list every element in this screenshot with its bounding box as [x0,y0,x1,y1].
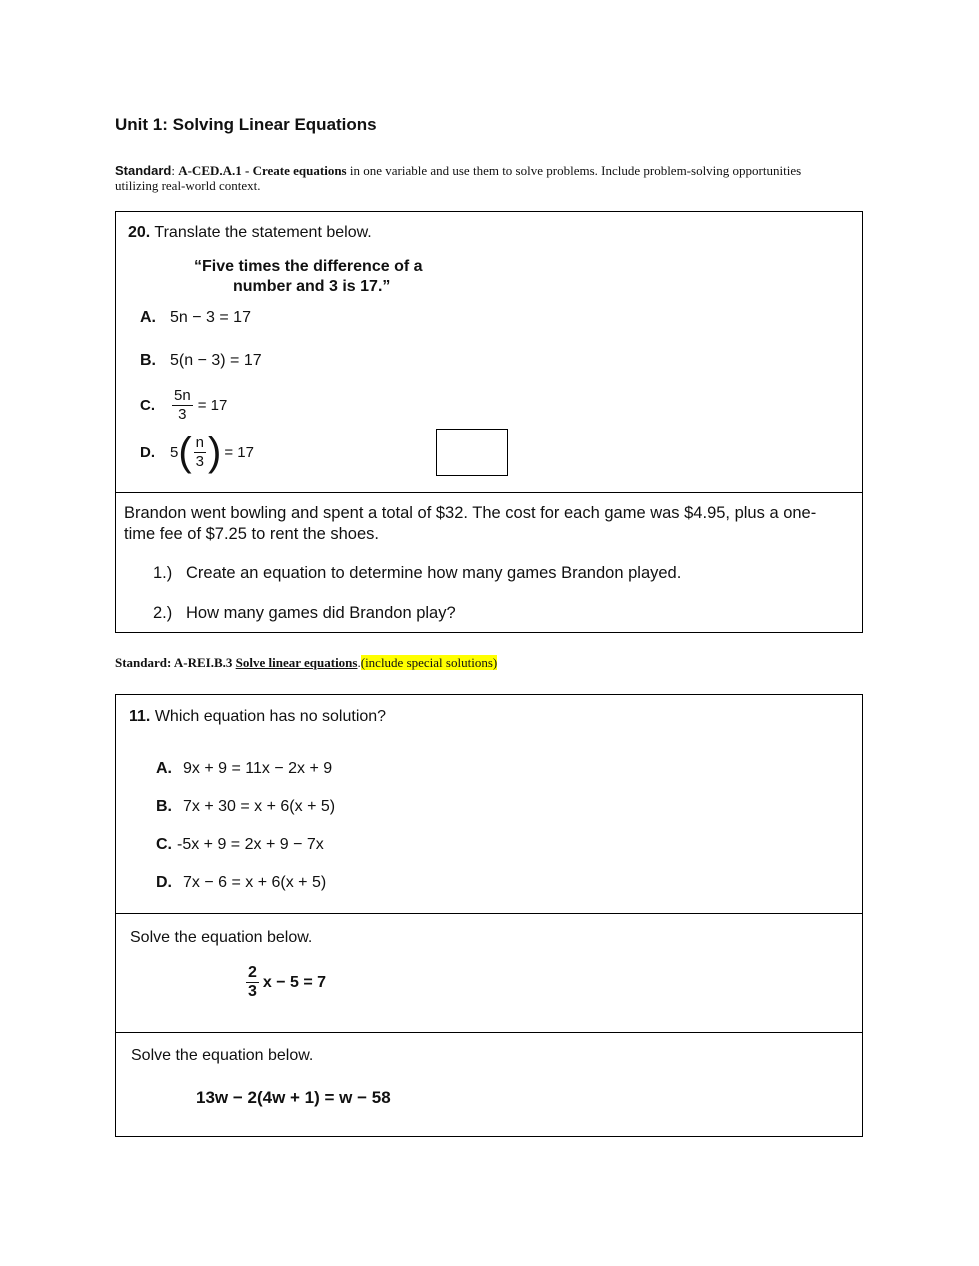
fraction [172,387,193,424]
option-letter: A. [140,309,156,326]
option-b [156,798,335,816]
fraction-numerator: 2 [248,964,257,981]
standard-a-rei [115,655,815,670]
brandon-intro: Brandon went bowling and spent a total of $32. The cost for each game was $4.95, plus a one-time fee of $7.25 to rent the shoes. [124,504,817,543]
option-text: 9x + 9 = 11x − 2x + 9 [183,760,333,777]
option-c [140,385,227,425]
right-paren: ) [208,430,222,474]
option-coefficient: 5 [170,443,179,461]
fraction-denominator: 3 [248,983,257,1000]
option-letter: B. [140,352,156,369]
item-text: How many games did Brandon play? [186,604,456,622]
fraction-numerator: 5n [174,386,191,404]
question-20-statement-line1: “Five times the difference of a [194,258,423,275]
standard-highlight: (include special solutions) [360,655,498,670]
option-letter: C. [156,836,172,853]
question-prompt: Which equation has no solution? [154,708,387,725]
fraction-denominator: 3 [178,405,187,423]
fraction-denominator: 3 [195,452,205,470]
question-11-box [115,694,863,914]
solve-equation-2-box [115,1032,863,1137]
unit-title: Unit 1: Solving Linear Equations [115,115,377,134]
option-text: 7x + 30 = x + 6(x + 5) [183,798,336,815]
option-a [140,309,251,327]
option-d [156,874,326,892]
question-number: 20. [128,224,151,241]
option-text: -5x + 9 = 2x + 9 − 7x [177,836,324,853]
standard-colon: : [171,163,179,178]
option-text: 7x − 6 = x + 6(x + 5) [183,874,327,891]
standard-code: A-CED.A.1 - Create equations [178,163,347,178]
option-letter: C. [140,396,155,414]
option-rhs: = 17 [197,396,228,414]
solve-2-equation: 13w − 2(4w + 1) = w − 58 [196,1088,391,1107]
solve-equation-1-box [115,913,863,1033]
item-text: Create an equation to determine how many games Brandon played. [186,564,682,582]
standard-underlined: Solve linear equations [235,655,358,670]
option-d [140,430,254,474]
standard-text: in one variable and use them to solve problems. Include problem-solving opportunities utilizing real-world context. [115,163,802,193]
solve-1-prompt: Solve the equation below. [130,929,313,946]
brandon-item-1 [153,564,681,583]
question-20-box [115,211,863,493]
standard-label: Standard [115,163,172,178]
item-number: 1.) [153,564,173,582]
option-rhs: = 17 [224,443,254,461]
fraction-numerator: n [195,433,205,451]
solve-1-equation [244,964,326,1001]
option-letter: D. [156,874,172,891]
option-b [140,352,262,370]
answer-box[interactable] [436,429,508,476]
question-20-header [128,224,372,242]
question-11-header [129,708,386,726]
standard-dot: . [357,655,361,670]
option-letter: B. [156,798,172,815]
fraction [246,964,259,1001]
standard-a-ced [115,163,815,193]
brandon-problem-box [115,492,863,633]
option-c [156,836,324,854]
question-number: 11. [129,708,151,725]
item-number: 2.) [153,604,173,622]
standard-label: Standard: A-REI.B.3 [115,655,236,670]
left-paren: ( [178,430,192,474]
option-text: 5n − 3 = 17 [170,309,251,326]
solve-2-prompt: Solve the equation below. [131,1047,314,1064]
question-20-statement-line2: number and 3 is 17.” [233,278,391,295]
question-prompt: Translate the statement below. [154,224,372,241]
option-text: 5(n − 3) = 17 [170,352,262,369]
option-a [156,760,332,778]
fraction [194,434,206,471]
equation-rest: x − 5 = 7 [262,973,327,991]
brandon-item-2 [153,604,456,623]
option-letter: D. [140,443,155,461]
option-letter: A. [156,760,172,777]
